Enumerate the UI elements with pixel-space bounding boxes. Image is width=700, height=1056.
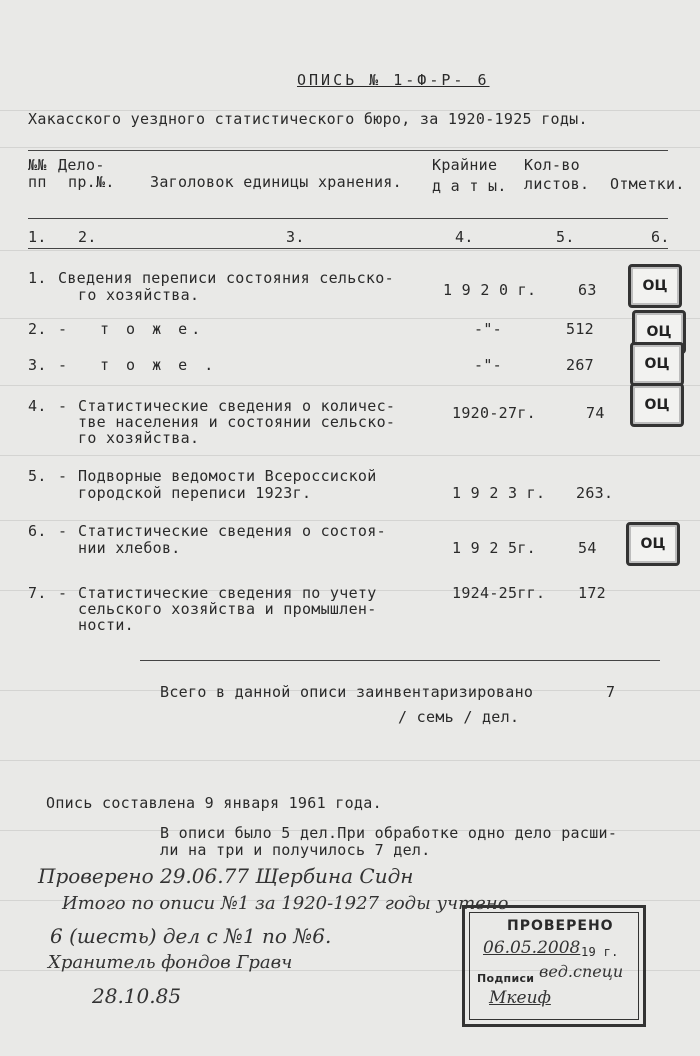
row-7-dash: - xyxy=(58,584,68,602)
col-header-sheets-sub: листов. xyxy=(524,175,590,193)
checked-stamp xyxy=(462,905,646,1027)
col-header-sheets: Кол-во xyxy=(524,156,580,174)
col-header-dates-sub: д а т ы. xyxy=(432,177,507,195)
paper-ruling xyxy=(0,760,700,761)
document-subtitle: Хакасского уездного статистического бюро, за 1920-1925 годы. xyxy=(28,110,588,128)
row-7-sheets: 172 xyxy=(578,584,606,602)
col-header-title: Заголовок единицы хранения. xyxy=(150,173,402,191)
col-number-2: 2. xyxy=(78,228,97,246)
oc-stamp: ОЦ xyxy=(630,383,684,427)
row-4-title-line2: тве населения и состоянии сельско- xyxy=(78,413,396,431)
row-6-title-line2: нии хлебов. xyxy=(78,539,181,557)
row-7-title-line1: Статистические сведения по учету xyxy=(78,584,377,602)
oc-stamp: ОЦ xyxy=(632,310,686,354)
oc-stamp: ОЦ xyxy=(630,342,684,386)
row-4-number: 4. xyxy=(28,397,47,415)
compiled-date: Опись составлена 9 января 1961 года. xyxy=(46,794,382,812)
row-5-title-line1: Подворные ведомости Всероссиской xyxy=(78,467,377,485)
col-header-number-sub: пп xyxy=(28,173,47,191)
checked-stamp-year: 19 г. xyxy=(581,945,619,959)
row-4-dates: 1920-27г. xyxy=(452,404,536,422)
col-header-dates: Крайние xyxy=(432,156,498,174)
row-7-title-line2: сельского хозяйства и промышлен- xyxy=(78,600,377,618)
row-3-title: т о ж е . xyxy=(100,356,218,374)
row-5-dates: 1 9 2 3 г. xyxy=(452,484,546,502)
summary-count-words: / семь / дел. xyxy=(398,708,520,726)
checked-stamp-label: Подписи xyxy=(477,972,535,985)
row-1-number: 1. xyxy=(28,269,47,287)
checked-stamp-date: 06.05.2008 xyxy=(483,938,581,958)
row-5-dash: - xyxy=(58,467,68,485)
row-1-sheets: 63 xyxy=(578,281,597,299)
row-6-number: 6. xyxy=(28,522,47,540)
col-header-case-sub: пр.№. xyxy=(68,173,115,191)
row-7-dates: 1924-25гг. xyxy=(452,584,546,602)
row-3-dash: - xyxy=(58,356,68,374)
paper-ruling xyxy=(0,520,700,521)
oc-stamp: ОЦ xyxy=(626,522,680,566)
col-number-6: 6. xyxy=(651,228,670,246)
paper-ruling xyxy=(0,385,700,386)
handwritten-check-note: Проверено 29.06.77 Щербина Сидн xyxy=(38,864,414,888)
col-number-5: 5. xyxy=(556,228,575,246)
row-4-dash: - xyxy=(58,397,68,415)
row-2-dates: -"- xyxy=(474,320,502,338)
row-1-title-line2: го хозяйства. xyxy=(78,286,200,304)
handwritten-date: 28.10.85 xyxy=(92,984,182,1008)
row-6-dates: 1 9 2 5г. xyxy=(452,539,536,557)
checked-stamp-signature-1: вед.специ xyxy=(539,962,624,981)
row-5-title-line2: городской переписи 1923г. xyxy=(78,484,312,502)
row-7-number: 7. xyxy=(28,584,47,602)
row-2-dash: - xyxy=(58,320,68,338)
handwritten-keeper-note: Хранитель фондов Гравч xyxy=(48,952,293,973)
col-header-marks: Отметки. xyxy=(610,175,685,193)
header-rule xyxy=(28,218,668,219)
row-6-sheets: 54 xyxy=(578,539,597,557)
row-1-dates: 1 9 2 0 г. xyxy=(443,281,537,299)
row-4-title-line3: го хозяйства. xyxy=(78,429,200,447)
row-5-sheets: 263. xyxy=(576,484,614,502)
col-number-1: 1. xyxy=(28,228,47,246)
processing-note-line1: В описи было 5 дел.При обработке одно дело расши- xyxy=(160,824,618,842)
summary-count: 7 xyxy=(606,683,616,701)
row-4-title-line1: Статистические сведения о количес- xyxy=(78,397,396,415)
row-2-title: т о ж е. xyxy=(100,320,205,338)
row-4-sheets: 74 xyxy=(586,404,605,422)
row-3-sheets: 267 xyxy=(566,356,594,374)
table-top-rule xyxy=(28,150,668,151)
row-6-dash: - xyxy=(58,522,68,540)
row-2-number: 2. xyxy=(28,320,47,338)
col-header-case: Дело- xyxy=(58,156,105,174)
col-number-3: 3. xyxy=(286,228,305,246)
table-bottom-rule xyxy=(140,660,660,661)
column-number-rule xyxy=(28,248,668,249)
paper-ruling xyxy=(0,250,700,251)
document-title: ОПИСЬ № 1-Ф-Р- 6 xyxy=(297,71,490,89)
checked-stamp-title: ПРОВЕРЕНО xyxy=(507,918,614,934)
row-5-number: 5. xyxy=(28,467,47,485)
row-6-title-line1: Статистические сведения о состоя- xyxy=(78,522,386,540)
oc-stamp: ОЦ xyxy=(628,264,682,308)
checked-stamp-signature-2: Мкеиф xyxy=(489,988,551,1008)
row-3-number: 3. xyxy=(28,356,47,374)
processing-note-line2: ли на три и получилось 7 дел. xyxy=(160,841,431,859)
paper-ruling xyxy=(0,147,700,148)
row-2-sheets: 512 xyxy=(566,320,594,338)
row-7-title-line3: ности. xyxy=(78,616,134,634)
col-number-4: 4. xyxy=(455,228,474,246)
handwritten-total-note: Итого по описи №1 за 1920-1927 годы учтено xyxy=(62,893,509,914)
col-header-number: №№ xyxy=(28,156,47,174)
row-1-title-line1: Сведения переписи состояния сельско- xyxy=(58,269,394,287)
paper-ruling xyxy=(0,318,700,319)
summary-text: Всего в данной описи заинвентаризировано xyxy=(160,683,534,701)
handwritten-count-note: 6 (шесть) дел с №1 по №6. xyxy=(50,924,332,948)
row-3-dates: -"- xyxy=(474,356,502,374)
paper-ruling xyxy=(0,455,700,456)
